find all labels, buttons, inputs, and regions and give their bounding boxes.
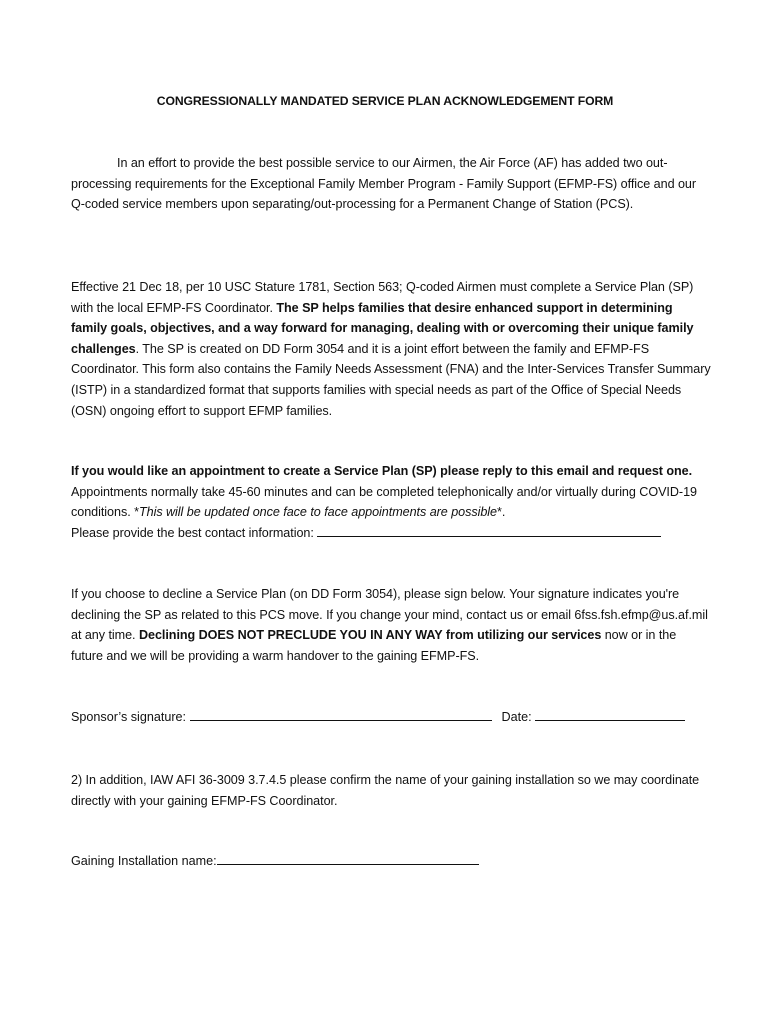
decline-bold-text: Declining DOES NOT PRECLUDE YOU IN ANY WAY from utilizing our services (138, 628, 602, 643)
gaining-installation-field[interactable] (217, 852, 479, 865)
service-plan-paragraph (71, 277, 711, 421)
appointment-paragraph (71, 461, 711, 543)
decline-paragraph (71, 584, 711, 666)
service-plan-bold-text: The SP helps families that desire enhanced support in determining family goals, objectives, and a way forward for managing, dealing with or overcoming their unique family challenges (71, 300, 694, 356)
service-plan-rest: . The SP is created on DD Form 3054 and it is a joint effort between the family and EFMP-FS Coordinator. This form also contains the Family Needs Assessment (FNA) and the Inter-Services Transfer Summary (ISTP) in a standardized format that supports families with special needs as part of the Office of Special Needs (OSN) ongoing effort to support EFMP families. (71, 341, 711, 418)
intro-paragraph (71, 153, 711, 215)
installation-text: 2) In addition, IAW AFI 36-3009 3.7.4.5 please confirm the name of your gaining installation so we may coordinate directly with your gaining EFMP-FS Coordinator. (71, 773, 700, 808)
appointment-italic-note: This will be updated once face to face appointments are possible (138, 505, 498, 520)
form-title: CONGRESSIONALLY MANDATED SERVICE PLAN ACKNOWLEDGEMENT FORM (156, 94, 614, 108)
appointment-note-end: *. (497, 505, 506, 520)
contact-info-field[interactable] (317, 524, 661, 537)
decline-rest: now or in the future and we will be providing a warm handover to the gaining EFMP-FS. (71, 628, 677, 663)
gaining-installation-row (71, 851, 479, 871)
decline-text: If you choose to decline a Service Plan (on DD Form 3054), please sign below. Your signature indicates you're declining the SP as related to this PCS move. If you change your mind, contact us or email 6fss.fsh.efmp@us.af.mil at any time. (71, 587, 708, 643)
sponsor-signature-field[interactable] (190, 708, 492, 721)
contact-info-label: Please provide the best contact information: (71, 525, 318, 540)
installation-paragraph (71, 770, 711, 811)
intro-text: In an effort to provide the best possible service to our Airmen, the Air Force (AF) has added two out-processing requirements for the Exceptional Family Member Program - Family Support (EFMP-FS) office and our Q-coded service members upon separating/out-processing for a Permanent Change of Station (PCS). (71, 156, 697, 212)
date-field[interactable] (535, 708, 685, 721)
appointment-details: Appointments normally take 45-60 minutes and can be completed telephonically and/or virtually during COVID-19 conditions. * (71, 484, 697, 520)
sponsor-signature-label: Sponsor’s signature: (71, 710, 190, 724)
gaining-installation-label: Gaining Installation name: (71, 854, 217, 868)
appointment-request-bold: If you would like an appointment to create a Service Plan (SP) please reply to this email and request one. (71, 464, 693, 478)
date-label: Date: (501, 710, 536, 724)
service-plan-intro: Effective 21 Dec 18, per 10 USC Stature 1781, Section 563; Q-coded Airmen must complete a Service Plan (SP) with the local EFMP-FS Coordinator. (71, 280, 694, 315)
signature-row (71, 707, 685, 727)
